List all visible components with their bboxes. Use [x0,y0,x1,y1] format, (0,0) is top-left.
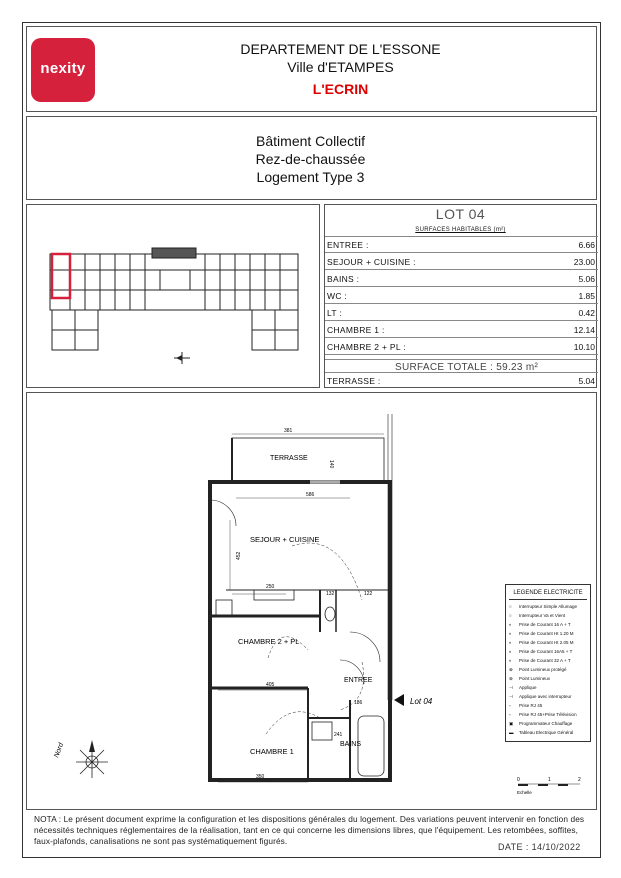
wall-light-icon: ⊣ [509,685,513,690]
legend-item: ◐ Prise de Courant 16A5 + T [509,649,573,654]
project-title: L'ECRIN [312,81,369,97]
table-row: BAINS : 5.06 [325,270,598,287]
scale-tick-0: 0 [517,777,520,783]
outlet-icon: ◐ [509,658,512,663]
table-row-empty [325,355,598,360]
outlet-icon: ◐ [509,649,512,654]
outlet-icon: ◐ [509,631,512,636]
floor-plan [40,400,500,800]
thermostat-icon: ▣ [509,721,514,726]
table-row: ENTREE : 6.66 [325,236,598,253]
legend-title: LEGENDE ELECTRICITE [513,590,583,596]
room-chambre1: CHAMBRE 1 [250,747,294,756]
tv-icon: ▫ [509,712,511,717]
dim-381: 381 [284,428,293,434]
lot-marker-label: Lot 04 [410,697,433,706]
dim-350: 350 [256,774,265,780]
terrace-row: TERRASSE : 5.04 [325,372,598,387]
surface-total: SURFACE TOTALE : 59.23 m² [395,362,539,373]
scale-label: Echelle [517,790,532,795]
footer-note: NOTA : Le présent document exprime la configuration et les dispositions générales du logement. Des variations peuvent intervenir en fonction des nécessités techniques réglementaires de la réalisation, tant en ce qui concerne les dimensions libres, que l'équipement. Les retombées, soffites, faux-plafonds, canalisations ne sont pas systématiquement figurés. [34,814,585,846]
legend-item: ▫ Prise RJ 45 [509,703,543,708]
room-sejour: SEJOUR + CUISINE [250,535,320,544]
room-bains: BAINS [340,741,362,748]
document-date: DATE : 14/10/2022 [498,842,581,852]
legend-item: ◐ Prise de Courant Ht 1.20 M [509,631,574,636]
building-type: Bâtiment Collectif [256,133,365,149]
legend-item: ◐ Prise de Courant 16 A + T [509,622,571,627]
legend-item: ▬ Tableau Electrique Général [509,730,574,735]
dim-250: 250 [266,584,275,590]
legend-title-rule [509,599,587,600]
legend-item: ◐ Prise de Courant 32 A + T [509,658,571,663]
room-terrasse: TERRASSE [270,455,308,462]
north-label: Nord [53,742,66,759]
dim-586: 586 [306,492,315,498]
legend-list [509,604,589,739]
scale-bar [512,772,592,796]
legend-item: ⊣ Applique avec interrupteur [509,694,572,699]
city-title: Ville d'ETAMPES [287,59,394,75]
legend-item: ⊣ Applique [509,685,537,690]
room-entree: ENTREE [344,677,373,684]
department-title: DEPARTEMENT DE L'ESSONE [240,41,441,57]
surfaces-heading: SURFACES HABITABLES (m²) [415,227,506,233]
legend-item: ◐ Prise de Courant Ht 2.05 M [509,640,574,645]
table-row: SEJOUR + CUISINE : 23.00 [325,253,598,270]
room-chambre2: CHAMBRE 2 + PL [238,637,300,646]
dim-122: 122 [364,591,373,597]
switch-icon: ○ [509,613,512,618]
outlet-icon: ◐ [509,640,512,645]
dim-452: 452 [236,551,242,560]
dim-405: 405 [266,682,275,688]
legend-item: ○ Interrupteur Va et Vient [509,613,566,618]
dim-140: 140 [328,460,334,469]
table-row: LT : 0.42 [325,304,598,321]
scale-tick-2: 2 [578,777,581,783]
lot-number: LOT 04 [435,206,486,222]
legend-item: ○ Interrupteur Simple Allumage [509,604,578,609]
network-icon: ▫ [509,703,511,708]
legend-item: ▣ Programmateur Chauffage [509,721,573,726]
floor-level: Rez-de-chaussée [255,151,366,167]
table-row: WC : 1.85 [325,287,598,304]
legend-item: ▫ Prise RJ 45+Prise Télévision [509,712,577,717]
light-icon: ⊗ [509,667,513,672]
switch-icon: ○ [509,604,512,609]
table-row: CHAMBRE 2 + PL : 10.10 [325,338,598,355]
wall-light-icon: ⊣ [509,694,513,699]
logo-text: nexity [40,60,86,77]
outlet-icon: ◐ [509,622,512,627]
scale-tick-1: 1 [548,777,551,783]
table-row: CHAMBRE 1 : 12.14 [325,321,598,338]
light-icon: ⊗ [509,676,513,681]
key-plan [40,240,310,370]
dwelling-type: Logement Type 3 [256,169,365,185]
legend-item: ⊗ Point Lumineux protégé [509,667,567,672]
dim-186: 186 [354,700,363,706]
dim-132: 132 [326,591,335,597]
lot-highlight [52,254,70,298]
panel-icon: ▬ [509,730,514,735]
dim-241: 241 [334,732,343,738]
legend-item: ⊗ Point Lumineux [509,676,551,681]
